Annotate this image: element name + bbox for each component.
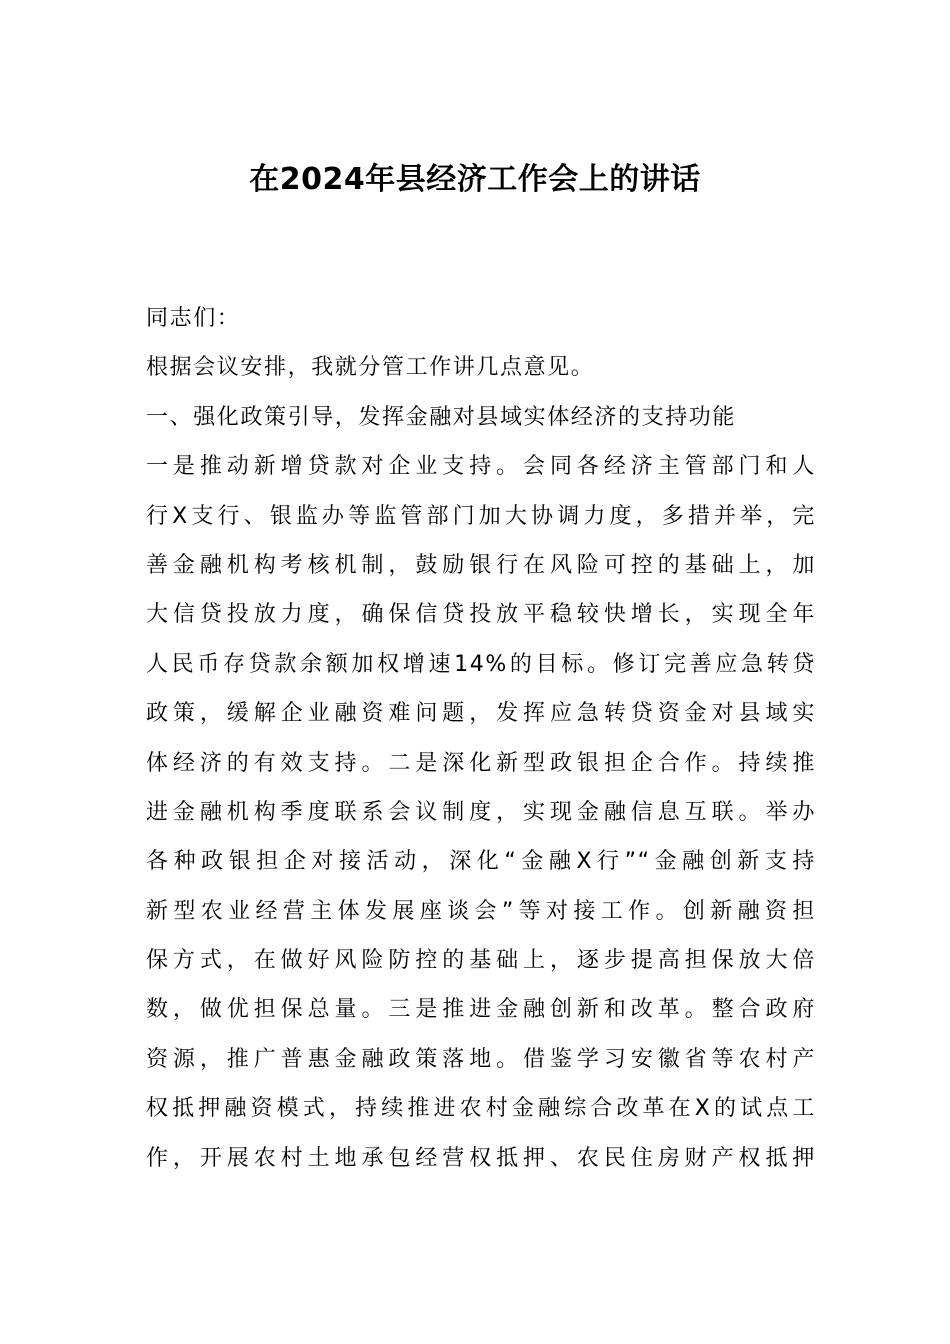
paragraph-line: 政策，缓解企业融资难问题，发挥应急转贷资金对县域实 [146,701,816,727]
paragraph-line: 新型农业经营主体发展座谈会”等对接工作。创新融资担 [146,898,816,924]
paragraph-line: 行X支行、银监办等监管部门加大协调力度，多措并举，完 [146,503,816,529]
paragraph-line: 大信贷投放力度，确保信贷投放平稳较快增长，实现全年 [146,602,816,628]
paragraph-line: 人民币存贷款余额加权增速14%的目标。修订完善应急转贷 [146,651,816,677]
paragraph-line: 保方式，在做好风险防控的基础上，逐步提高担保放大倍 [146,948,816,974]
paragraph-line: 善金融机构考核机制，鼓励银行在风险可控的基础上，加 [146,552,816,578]
document-body [146,294,816,1183]
paragraph-line: 进金融机构季度联系会议制度，实现金融信息互联。举办 [146,799,816,825]
paragraph-line: 体经济的有效支持。二是深化新型政银担企合作。持续推 [146,750,816,776]
salutation: 同志们： [146,306,241,331]
paragraph-line: 作，开展农村土地承包经营权抵押、农民住房财产权抵押 [146,1145,816,1171]
paragraph-line: 根据会议安排，我就分管工作讲几点意见。 [146,355,595,381]
paragraph-line: 资源，推广普惠金融政策落地。借鉴学习安徽省等农村产 [146,1046,816,1072]
section-heading: 一、强化政策引导，发挥金融对县域实体经济的支持功能 [146,404,737,430]
paragraph-line: 各种政银担企对接活动，深化“金融X行”“金融创新支持 [146,849,816,875]
paragraph-line: 一是推动新增贷款对企业支持。会同各经济主管部门和人 [146,454,816,480]
paragraph-line: 权抵押融资模式，持续推进农村金融综合改革在X的试点工 [146,1096,816,1122]
document-title: 在2024年县经济工作会上的讲话 [249,162,701,197]
paragraph-line: 数，做优担保总量。三是推进金融创新和改革。整合政府 [146,997,816,1023]
